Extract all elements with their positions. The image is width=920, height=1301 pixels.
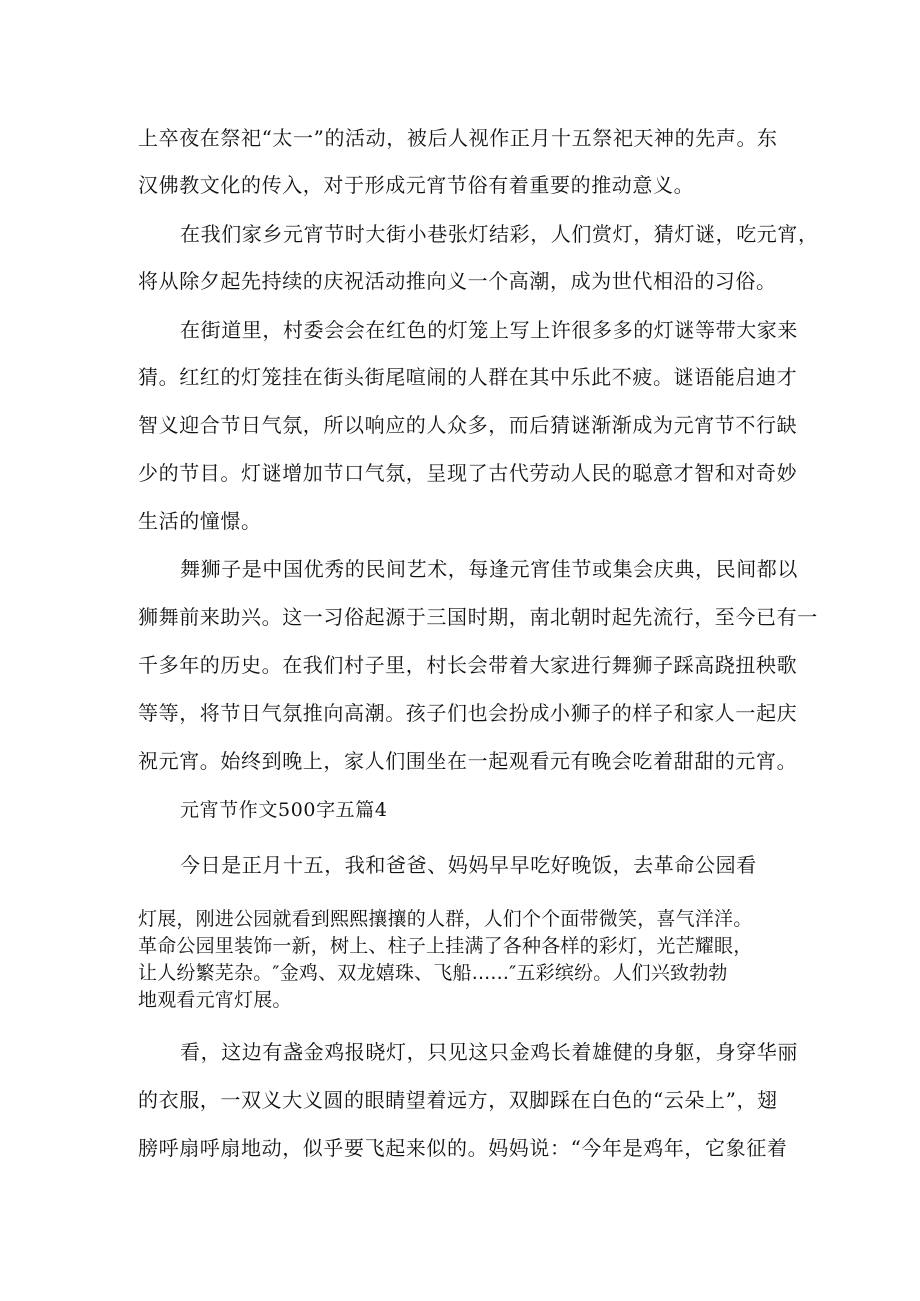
text-line: 狮舞前来助兴。这一习俗起源于三国时期，南北朝时起先流行，至今已有一 [138,605,818,629]
text-line: 灯展，刚进公园就看到熙熙攘攘的人群，人们个个面带微笑，喜气洋洋。 [138,908,753,930]
section-heading: 元宵节作文500字五篇4 [180,799,388,821]
text-line: 在街道里，村委会会在红色的灯笼上写上许很多多的灯谜等带大家来 [180,318,798,342]
text-line: 汉佛教文化的传入，对于形成元宵节俗有着重要的推动意义。 [138,173,695,197]
text-line: 祝元宵。始终到晚上，家人们围坐在一起观看元有晚会吃着甜甜的元宵。 [138,749,798,773]
text-line: 等等，将节日气氛推向高潮。孩子们也会扮成小狮子的样子和家人一起庆 [138,701,798,725]
text-line: 在我们家乡元宵节时大街小巷张灯结彩，人们赏灯，猜灯谜，吃元宵， [180,222,819,246]
text-line: 的衣服，一双义大义圆的眼睛望着远方，双脚踩在白色的“云朵上”，翅 [138,1088,778,1112]
text-line: 膀呼扇呼扇地动，似乎要飞起来似的。妈妈说：“今年是鸡年，它象征着 [138,1136,788,1160]
text-line: 上卒夜在祭祀“太一”的活动，被后人视作正月十五祭祀天神的先声。东 [138,126,778,150]
text-line: 将从除夕起先持续的庆祝活动推向义一个高潮，成为世代相沿的习俗。 [138,269,777,293]
text-line: 千多年的历史。在我们村子里，村长会带着大家进行舞狮子踩高跷扭秧歌 [138,653,798,677]
text-line: 看，这边有盏金鸡报晓灯，只见这只金鸡长着雄健的身躯，身穿华丽 [180,1040,798,1064]
text-line: 地观看元宵灯展。 [138,989,292,1011]
text-line: 今日是正月十五，我和爸爸、妈妈早早吃好晚饭，去革命公园看 [180,853,757,877]
text-line: 革命公园里装饰一新，树上、柱子上挂满了各种各样的彩灯，光芒耀眼， [138,935,753,957]
text-line: 少的节目。灯谜增加节口气氛，呈现了古代劳动人民的聪意才智和对奇妙 [138,461,798,485]
text-line: 舞狮子是中国优秀的民间艺术，每逢元宵佳节或集会庆典，民间都以 [180,557,798,581]
text-line: 让人纷繁芜杂。″金鸡、双龙嬉珠、飞船......″五彩缤纷。人们兴致勃勃 [138,962,728,984]
text-line: 智义迎合节日气氛，所以响应的人众多，而后猜谜渐渐成为元宵节不行缺 [138,413,798,437]
text-line: 生活的憧憬。 [138,509,262,533]
text-line: 猜。红红的灯笼挂在街头街尾喧闹的人群在其中乐此不疲。谜语能启迪才 [138,365,798,389]
